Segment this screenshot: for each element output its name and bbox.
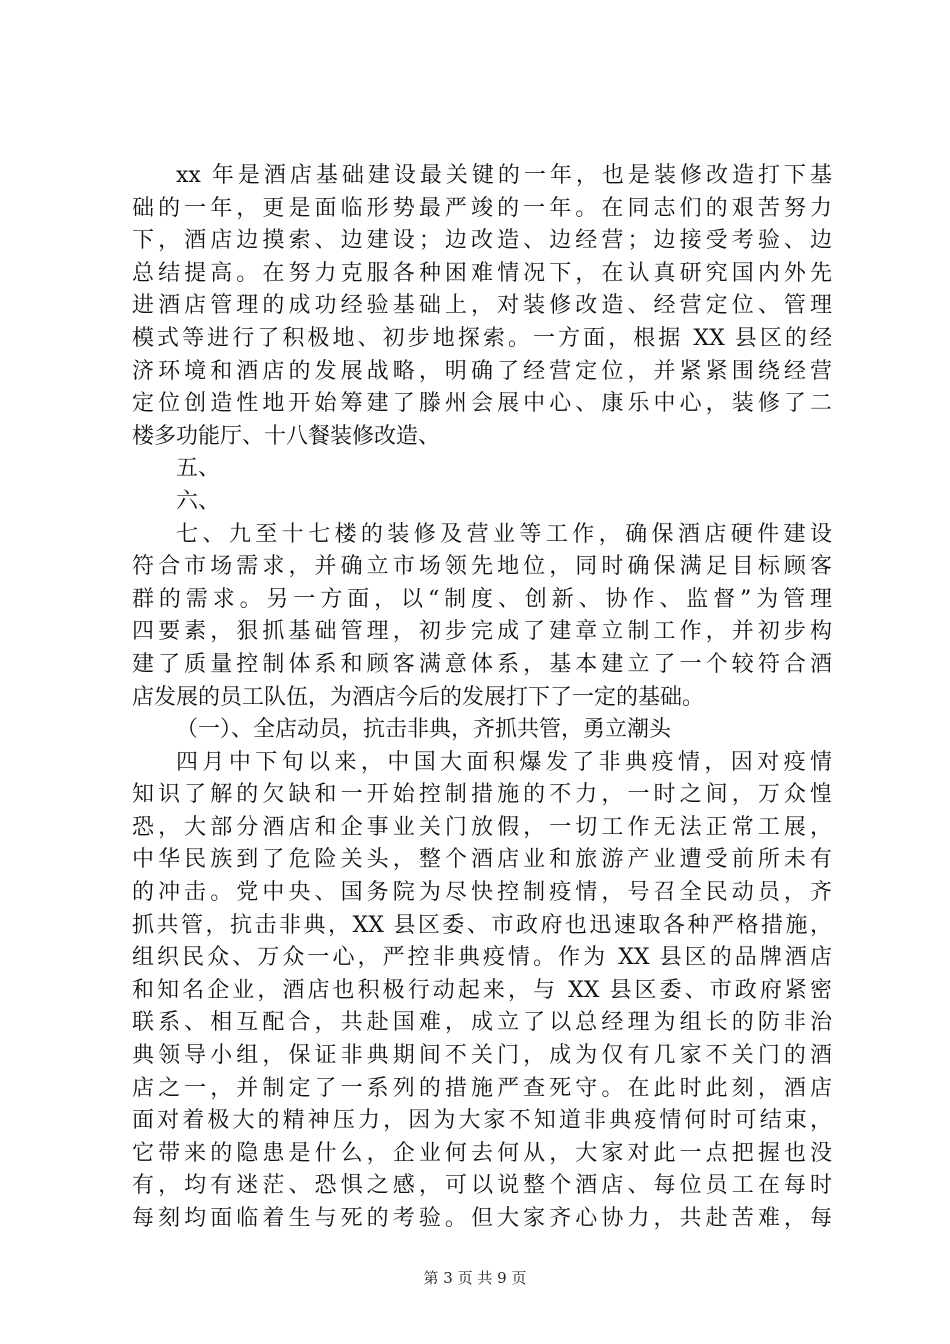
- paragraph-line: 进酒店管理的成功经验基础上，对装修改造、经营定位、管理: [132, 293, 832, 319]
- paragraph-line: 济环境和酒店的发展战略，明确了经营定位，并紧紧围绕经营: [132, 358, 832, 384]
- paragraph-line: 知识了解的欠缺和一开始控制措施的不力，一时之间，万众惶: [132, 782, 832, 808]
- body-text: [132, 160, 832, 1236]
- paragraph-line: 的冲击。党中央、国务院为尽快控制疫情，号召全民动员，齐: [132, 880, 832, 906]
- paragraph-line: 店发展的员工队伍，为酒店今后的发展打下了一定的基础。: [132, 684, 705, 710]
- paragraph-line: 楼多功能厅、十八餐装修改造、: [132, 423, 441, 449]
- paragraph-line: 下，酒店边摸索、边建设；边改造、边经营；边接受考验、边: [132, 228, 832, 254]
- paragraph-line: 抓共管，抗击非典，XX 县区委、市政府也迅速取各种严格措施，: [132, 912, 832, 938]
- list-item: 六、: [176, 488, 221, 514]
- paragraph-line: 联系、相互配合，共赴国难，成立了以总经理为组长的防非治: [132, 1010, 832, 1036]
- paragraph-line: 符合市场需求，并确立市场领先地位，同时确保满足目标顾客: [132, 554, 832, 580]
- paragraph-line: 有，均有迷茫、恐惧之感，可以说整个酒店、每位员工在每时: [132, 1173, 832, 1199]
- paragraph-line: 群的需求。另一方面，以“制度、创新、协作、监督”为管理: [132, 586, 832, 612]
- paragraph-line: 每刻均面临着生与死的考验。但大家齐心协力，共赴苦难，每: [132, 1206, 832, 1231]
- list-item: 五、: [176, 456, 221, 482]
- paragraph-line: 典领导小组，保证非典期间不关门，成为仅有几家不关门的酒: [132, 1043, 832, 1069]
- paragraph-line: 七、九至十七楼的装修及营业等工作，确保酒店硬件建设: [176, 521, 832, 547]
- paragraph-line: 定位创造性地开始筹建了滕州会展中心、康乐中心，装修了二: [132, 391, 832, 417]
- paragraph-line: 四月中下旬以来，中国大面积爆发了非典疫情，因对疫情: [176, 749, 832, 775]
- paragraph-line: 组织民众、万众一心，严控非典疫情。作为 XX 县区的品牌酒店: [132, 945, 832, 971]
- paragraph-line: 模式等进行了积极地、初步地探索。一方面，根据 XX 县区的经: [132, 325, 832, 351]
- page-number-footer: 第 3 页 共 9 页: [423, 1269, 527, 1287]
- paragraph-line: 四要素，狠抓基础管理，初步完成了建章立制工作，并初步构: [132, 619, 832, 645]
- paragraph-line: 它带来的隐患是什么，企业何去何从，大家对此一点把握也没: [132, 1140, 832, 1166]
- section-heading: （一）、全店动员，抗击非典，齐抓共管，勇立潮头: [176, 717, 672, 743]
- paragraph-line: 础的一年，更是面临形势最严竣的一年。在同志们的艰苦努力: [132, 195, 832, 221]
- paragraph-line: 中华民族到了危险关头，整个酒店业和旅游产业遭受前所未有: [132, 847, 832, 873]
- paragraph-line: 面对着极大的精神压力，因为大家不知道非典疫情何时可结束，: [132, 1108, 832, 1134]
- paragraph-line: 总结提高。在努力克服各种困难情况下，在认真研究国内外先: [132, 260, 832, 286]
- paragraph-line: 店之一，并制定了一系列的措施严查死守。在此时此刻，酒店: [132, 1075, 832, 1101]
- paragraph-line: 建了质量控制体系和顾客满意体系，基本建立了一个较符合酒: [132, 651, 832, 677]
- paragraph-line: xx 年是酒店基础建设最关键的一年，也是装修改造打下基: [176, 163, 832, 188]
- paragraph-line: 和知名企业，酒店也积极行动起来，与 XX 县区委、市政府紧密: [132, 977, 832, 1003]
- paragraph-line: 恐，大部分酒店和企事业关门放假，一切工作无法正常工展，: [132, 814, 832, 840]
